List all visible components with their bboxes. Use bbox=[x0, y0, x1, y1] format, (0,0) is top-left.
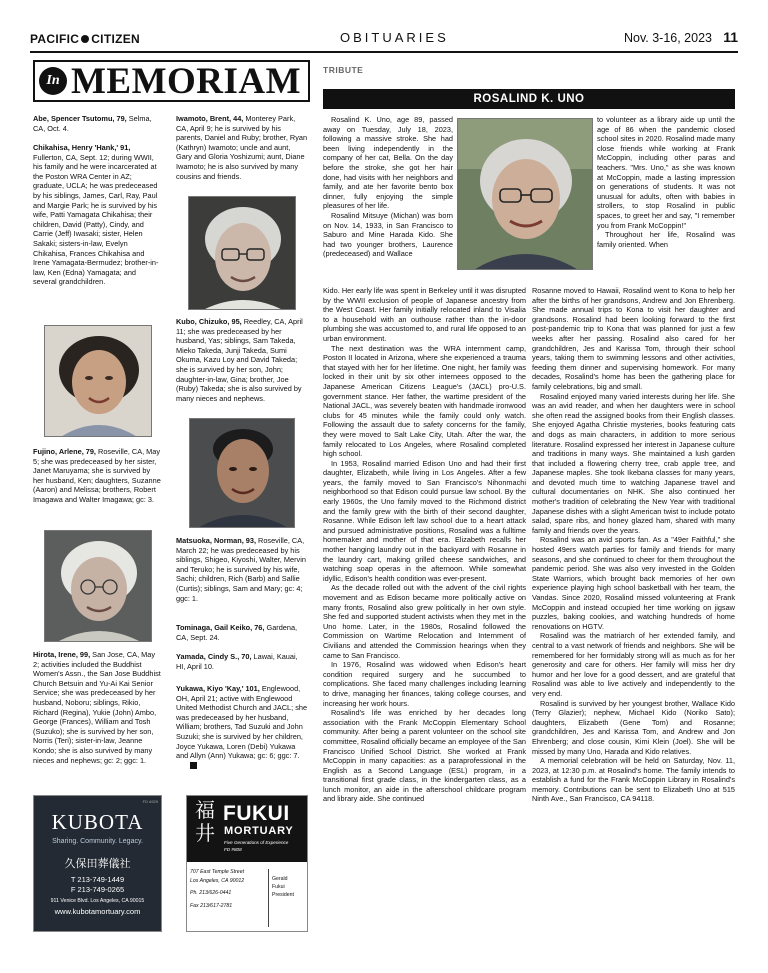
obit-name: Abe, Spencer Tsutomu, 79, bbox=[33, 114, 127, 123]
fukui-address-line1: 707 East Temple Street bbox=[190, 869, 245, 875]
fukui-fax: Fax 213/617-2781 bbox=[190, 902, 233, 909]
kubota-fd-number: FD #929 bbox=[142, 799, 158, 804]
article-paragraph: In 1953, Rosalind married Edison Uno and had their first daughter, Elizabeth, while living in Los Angeles. After a few years, the family moved to San Francisco's Nihonmachi neighborhood so that Edison could pursue law school. By the early 1960s, the Uno family moved to the Richmond district and the family grew with the birth of their second daughter, Rosanne. While Edison left law school due to a heart attack and pursued administrative positions, Rosalind was a fulltime homemaker and mother of that era. Elizabeth recalls her mother hanging laundry out in the backyard with Rosanne in the laundry cart, making grilled cheese sandwiches, and watching soap operas in the afternoon. While somewhat idyllic, Edison's health condition was ever-present. bbox=[323, 458, 526, 583]
obit-name: Chikahisa, Henry 'Hank,' 91, bbox=[33, 143, 131, 152]
fukui-kanji: 福井 bbox=[195, 800, 215, 845]
obit-yukawa bbox=[176, 684, 308, 770]
obit-yamada bbox=[176, 652, 308, 671]
article-paragraph: Rosalind's life was enriched by her decades long association with the Frank McCoppin Elementary School community. After being a parent volunteer on the school site committee, Rosalind officially became an employee of the San Francisco Unified School District. She worked at Frank McCoppin in many capacities: as a paraprofessional in the English as a Second Language (ESL) program, in a transitional first grade class, in the kindergarten class, as a lunch monitor, an aide in the afterschool childcare program and library aide. She continued bbox=[323, 708, 526, 804]
page-header bbox=[30, 30, 738, 50]
obit-name: Hirota, Irene, 99, bbox=[33, 650, 91, 659]
article-paragraph: Rosalind was the matriarch of her extended family, and central to a vast network of friends and neighbors. She will be remembered for her formidably strong will as much as for her generosity and care for others. Her family will miss her dry humor and her love for a good dessert, and are grateful that Rosalind was able to live actively and independently to the very end. bbox=[532, 631, 735, 698]
fukui-brand: FUKUI bbox=[223, 802, 290, 825]
article-col2 bbox=[532, 286, 735, 804]
fukui-president bbox=[272, 875, 294, 899]
logo-left-text: PACIFIC bbox=[30, 32, 80, 46]
obit-tominaga bbox=[176, 623, 308, 642]
kubota-brand: KUBOTA bbox=[51, 810, 144, 834]
fukui-banner bbox=[187, 796, 307, 862]
fukui-address-line2: Los Angeles, CA 90012 bbox=[190, 877, 245, 884]
in-memoriam-banner bbox=[33, 60, 310, 102]
obit-name: Kubo, Chizuko, 95, bbox=[176, 317, 242, 326]
obit-name: Matsuoka, Norman, 93, bbox=[176, 536, 256, 545]
article-paragraph: A memorial celebration will be held on Saturday, Nov. 11, 2023, at 12:30 p.m. at Rosalind's home. The family intends to establish a fund for the Frank McCoppin Library in Rosalind's memory. Contributions can be sent to Elizabeth Uno at 515 Ninth Ave., San Francisco, CA 94118. bbox=[532, 756, 735, 804]
fukui-person-first: Gerald bbox=[272, 876, 288, 882]
article-paragraph: Rosalind was an avid sports fan. As a "49er Faithful," she hosted 49ers watch parties for family and friends for many seasons, and she continued to cheer for them throughout the pandemic period. She was also very invested in the Golden State Warriors, which brought back memories of her own experience playing high school basketball with her team, the Vandas. Since 2020, Rosalind missed volunteering at Frank McCoppin and instead occupied her time working on jigsaw puzzles, baking cookies, and watching hundreds of home renovations on HGTV. bbox=[532, 535, 735, 631]
article-paragraph: In 1976, Rosalind was widowed when Edison's heart condition required surgery and he succumbed to complications. She faced many challenges including learning to drive, managing her finances, taking college courses, and increasing her work hours. bbox=[323, 660, 526, 708]
article-paragraph: As the decade rolled out with the advent of the civil rights movement and as Edison became more politically active on many fronts, Rosalind also grew politically in her own style. She fed and supported student activists when they met in the Uno home. Later, in the 1980s, Rosalind followed the Commission on Wartime Relocation and Internment of Civilians and attended the Commission hearings when they came to San Francisco. bbox=[323, 583, 526, 660]
obit-fujino bbox=[33, 447, 161, 505]
article-paragraph: The next destination was the WRA internment camp, Poston II located in Arizona, where she experienced a trauma that stayed with her for her lifetime. One night, her family was locked in their unit by six other internees opposed to the Japanese American Citizens League's (JACL) pro-U.S. government stance. Her father, the wartime president of the National JACL, was severely beaten with handmade ironwood clubs for 45 minutes while the family could only watch. Following the assault due to safety concerns for the family, they were moved to Salt Lake City, Utah. After the war, the family relocated to Los Angeles, where Rosalind completed high school. bbox=[323, 343, 526, 459]
article-col2-top bbox=[597, 115, 735, 249]
photo-norman-matsuoka bbox=[189, 418, 295, 528]
photo-rosalind-uno bbox=[457, 118, 593, 270]
obit-name: Fujino, Arlene, 79, bbox=[33, 447, 96, 456]
article-paragraph: Throughout her life, Rosalind was family oriented. When bbox=[597, 230, 735, 249]
logo-dot-icon bbox=[81, 35, 89, 43]
fukui-divider bbox=[268, 869, 269, 927]
header-rule bbox=[30, 51, 738, 53]
fukui-generations: Five Generations of Experience bbox=[224, 840, 289, 845]
photo-arlene-fujino bbox=[44, 325, 152, 437]
tribute-label: TRIBUTE bbox=[323, 65, 364, 75]
obit-text: Monterey Park, CA, April 9; he is survived by his parents, Daniel and Ruby; brother, Ryan (Kathryn) Iwamoto; uncle and aunt, Gary and Gloria Yoshizumi; aunt, Diane Iwamoto; he is also survived by many cousins and friends. bbox=[176, 114, 308, 181]
obit-name: Yukawa, Kiyo 'Kay,' 101, bbox=[176, 684, 260, 693]
fukui-person-last: Fukui bbox=[272, 884, 285, 890]
fukui-fd-number: FD #808 bbox=[224, 847, 242, 852]
tribute-title-bar: ROSALIND K. UNO bbox=[323, 89, 735, 109]
kubota-kanji: 久保田葬儀社 bbox=[64, 858, 131, 870]
obit-name: Iwamoto, Brent, 44, bbox=[176, 114, 244, 123]
article-paragraph: Rosalind K. Uno, age 89, passed away on Tuesday, July 18, 2023, following a massive stroke. She had been living independently in the company of her cat, Bella. On the day before the stroke, she got her hair done, had visits with her neighbors and family, and ate her favorite bento box dinner, fully enjoying the simple pleasures of her life. bbox=[323, 115, 453, 211]
obit-iwamoto bbox=[176, 114, 308, 181]
obit-text: Englewood, OH, April 21; active with Englewood United Methodist Church and JACL; she was predeceased by her husband, William; brothers, Tad Suzuki and John Suzuki; she is survived by her children, Joyce Yukawa, Loren (Debi) Yukawa and Allyn (Ann) Yukawa; gc: 6; ggc: 7. bbox=[176, 684, 308, 761]
obit-text: San Jose, CA, May 2; activities included the Buddhist Women's Assn., the San Jose Buddhist Church Betsuin and Yu-Ai Kai Senior Service; she was predeceased by her husband, Noboru; siblings, Rikio, Richard (Regina), Yukie (John) Ambo, George (Frances), William and Tosh (Suzuko); she is survived by her son, Norris (Teri); sister-in-law, Jeanne Kondo; she is also survived by many nieces and nephews; gc: 2; ggc: 1. bbox=[33, 650, 161, 765]
obit-matsuoka bbox=[176, 536, 308, 603]
article-col1 bbox=[323, 286, 526, 804]
obit-text: Fullerton, CA, Sept. 12; during WWII, his family and he were incarcerated at the Poston WRA Center in AZ; graduate, UCLA; he was predeceased by his siblings, James, Carl, Ray, Paul and Margie Park; he is survived by his wife, Patti Yamagata Chikahisa; their children, David (Patty), Cindy, and Carrie (Jeff) Iwasaki; sister, Helen Sakaki; sisters-in-law, Evelyn Chikahisa, Frances Chikahisa and Irene Yamagata-Bermudez; brother-in-law, Ken (Edna) Yamagata; and several grandchildren. bbox=[33, 152, 159, 287]
issue-date: Nov. 3-16, 2023 bbox=[623, 31, 712, 45]
obit-text: Reedley, CA, April 11; she was predeceased by her husband, Yas; siblings, Sam Takeda, Mieko Takeda, Junji Takeda, Sumi Okuma, Kazu Loy and David Takeda; she is survived by her son, John; daughter-in-law, Gina; brother, Joe (Ruby) Takeda; she is also survived by many nieces and nephews. bbox=[176, 317, 303, 403]
photo-irene-hirota bbox=[44, 530, 152, 642]
obit-chikahisa bbox=[33, 143, 161, 287]
end-mark-icon bbox=[190, 762, 197, 769]
fukui-mortuary-label: MORTUARY bbox=[224, 825, 294, 837]
photo-chizuko-kubo bbox=[188, 196, 296, 310]
kubota-phone: T 213-749-1449 bbox=[70, 875, 125, 884]
obit-hirota bbox=[33, 650, 161, 765]
in-emblem-icon: In bbox=[39, 67, 67, 95]
fukui-mortuary-ad[interactable] bbox=[186, 795, 308, 932]
fukui-person-title: President bbox=[272, 892, 294, 898]
kubota-address: 911 Venice Blvd. Los Angeles, CA 90015 bbox=[50, 898, 145, 904]
article-paragraph: Rosalind is survived by her youngest brother, Wallace Kido (Terry Glazier); nephew, Michael Kido (Noriko Sato); daughters, Elizabeth (Gene Tom) and Rosanne; grandchildren, Jes and Karissa Tom, and Andrew and Jon Ehrenberg; and close cousin, Kimi Klein (Joel). She will be missed by many Uno, Harada and Kido relatives. bbox=[532, 698, 735, 756]
obit-kubo bbox=[176, 317, 308, 403]
page-number: 11 bbox=[723, 29, 738, 45]
logo-right-text: CITIZEN bbox=[91, 32, 140, 46]
obit-text: Roseville, CA, March 22; he was predeceased by his siblings, Shigeo, Kiyoshi, Walter, Mervin and Teruko; he is survived by his wife, Sachi; children, Rich (Barb) and Sallie (Curtis); siblings, Sam and Mary; gc: 4; ggc: 1. bbox=[176, 536, 306, 603]
article-paragraph: Rosalind enjoyed many varied interests during her life. She was an avid reader, and when her daughters were in school she often read the assigned books from their English classes. She enjoyed Agatha Christie mysteries, books featuring cats and dogs as main characters, in addition to more serious literature. Rosalind expressed her interest in Japanese culture and traditions in many ways. She maintained a lush garden that included a flowering cherry tree, crab apple tree, and Japanese maples. She took Ikebana classes for many years, and devoted much time to watching Japanese travel and cultural documentaries on NHK. She also continued her mother's tradition of celebrating the New Year with traditional Japanese dishes with a slight American twist to include potato salad, spare ribs, and honey glazed ham, shared with many family and friends over the years. bbox=[532, 391, 735, 535]
fukui-phone: Ph. 213/626-0441 bbox=[190, 890, 232, 896]
article-paragraph: Rosalind Mitsuye (Michan) was born on Nov. 14, 1933, in San Francisco to Saburo and Mine Harada Kido. She had two younger brothers, Laurence (predeceased) and Wallace bbox=[323, 210, 453, 259]
obit-name: Tominaga, Gail Keiko, 76, bbox=[176, 623, 265, 632]
article-col1-top bbox=[323, 115, 453, 259]
obit-abe bbox=[33, 114, 161, 133]
kubota-fax: F 213-749-0265 bbox=[70, 885, 125, 894]
obit-name: Yamada, Cindy S., 70, bbox=[176, 652, 252, 661]
article-paragraph: Kido. Her early life was spent in Berkeley until it was disrupted by the WWII exclusion of people of Japanese ancestry from the West Coast. Her family initially relocated inland to Visalia to a household with an outhouse rather than the in-door plumbing she was accustomed to, and rural life opposed to an urban environment. bbox=[323, 286, 526, 343]
article-paragraph: Rosanne moved to Hawaii, Rosalind went to Kona to help her after the births of her grandsons, Andrew and Jon Ehrenberg. She made annual trips to Kona to visit her daughter and grandsons. Rosalind had been looking forward to the first post-pandemic trip to Kona that was planned for just a few weeks after her passing. Rosalind also cared for her grandchildren, Jes and Karissa Tom, through their school years, taking them to swimming lessons and other activities, feeding them dinner and supervising homework. For many decades, Rosalind's home has been the gathering place for family celebrations, big and small. bbox=[532, 286, 735, 391]
kubota-tagline: Sharing. Community. Legacy. bbox=[52, 838, 143, 845]
pacific-citizen-logo bbox=[30, 32, 140, 46]
section-title: OBITUARIES bbox=[340, 30, 449, 45]
obit-text: Selma, CA, Oct. 4. bbox=[33, 114, 152, 133]
kubota-website-link[interactable]: www.kubotamortuary.com bbox=[54, 907, 141, 916]
kubota-mortuary-ad[interactable] bbox=[33, 795, 162, 932]
obit-text: Gardena, CA, Sept. 24. bbox=[176, 623, 298, 642]
fukui-contact-info bbox=[190, 868, 270, 910]
obit-text: Roseville, CA, May 5; she was predeceased by her sister, Janet Maruyama; she is survived by her husband, Ken; daughters, Suzanne (Aaron) and Melissa; brothers, Robert Imagawa and Walter Imagawa; gc: 3. bbox=[33, 447, 161, 504]
memoriam-heading: MEMORIAM bbox=[71, 60, 302, 102]
obit-text: Lawai, Kauai, HI, April 10. bbox=[176, 652, 298, 671]
article-paragraph: to volunteer as a library aide up until the age of 86 when the pandemic closed school sites in 2020. Rosalind made many close friends while working at Frank McCoppin, including other paras and teachers. "Mrs. Uno," as she was known at McCoppin, made a lasting impression on generations of students. It was not unusual for adults, often with babies in strollers, to stop Rosalind in public spaces, to greet her and say, "I remember you from Frank McCoppin!" bbox=[597, 115, 735, 230]
